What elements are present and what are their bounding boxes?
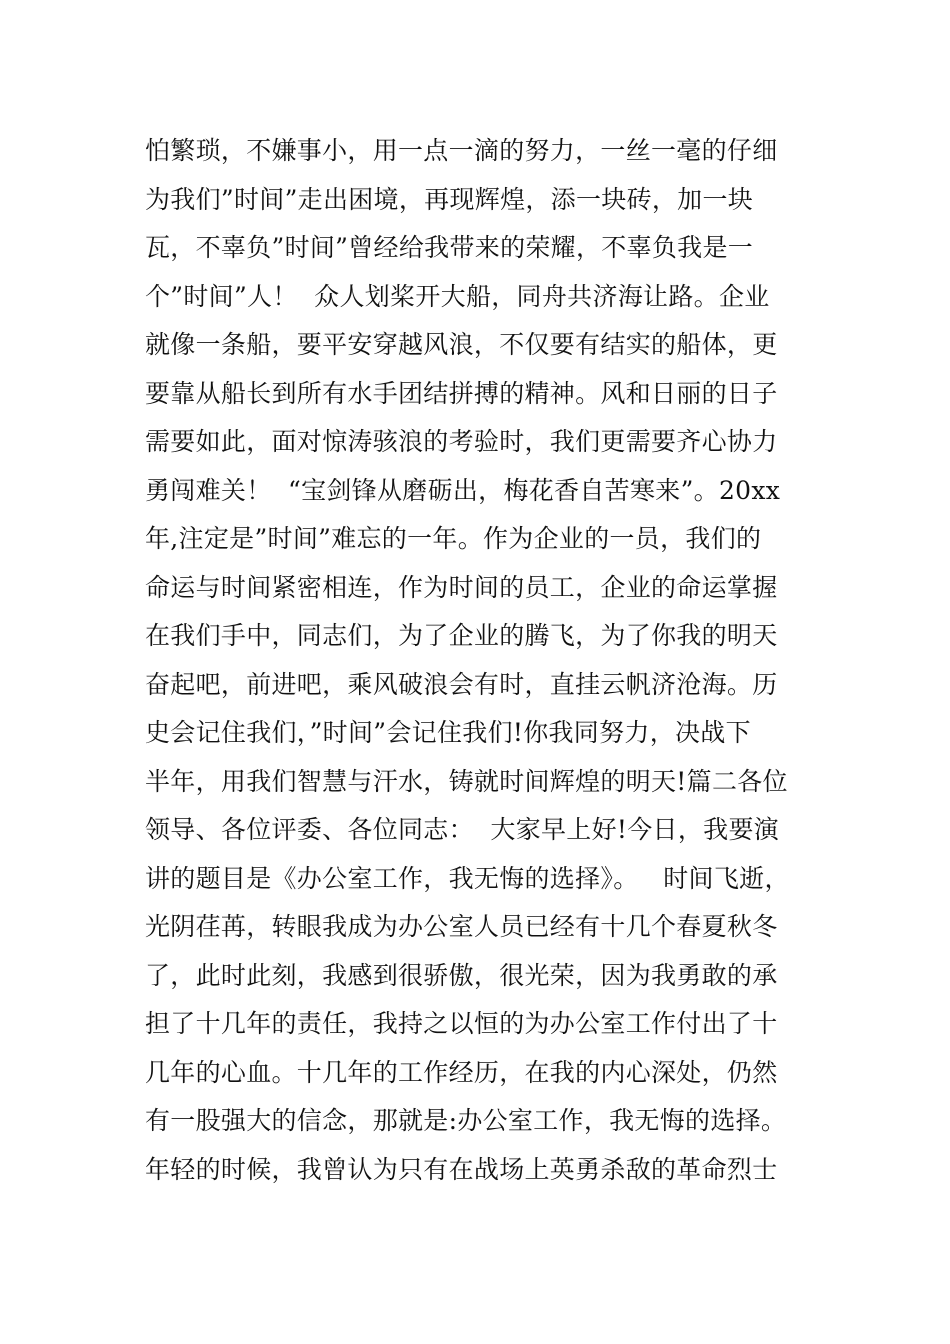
text-line: 就像一条船，要平安穿越风浪，不仅要有结实的船体，更 <box>145 330 778 359</box>
text-line: 奋起吧，前进吧，乘风破浪会有时，直挂云帆济沧海。历 <box>145 669 778 699</box>
text-line: 需要如此，面对惊涛骇浪的考验时，我们更需要齐心协力 <box>145 427 778 456</box>
text-line: 个”时间”人！ 众人划桨开大船，同舟共济海让路。企业 <box>145 281 770 311</box>
text-line: 有一股强大的信念，那就是:办公室工作，我无悔的选择。 <box>145 1106 787 1135</box>
text-line: 为我们”时间”走出困境，再现辉煌，添一块砖，加一块 <box>145 184 754 214</box>
text-line: 在我们手中，同志们，为了企业的腾飞，为了你我的明天 <box>145 621 778 650</box>
text-line: 年,注定是”时间”难忘的一年。作为企业的一员，我们的 <box>145 524 762 553</box>
text-line: 怕繁琐，不嫌事小，用一点一滴的努力，一丝一毫的仔细 <box>145 136 778 165</box>
text-line: 年轻的时候，我曾认为只有在战场上英勇杀敌的革命烈士 <box>145 1154 778 1184</box>
text-line: 史会记住我们，”时间”会记住我们!你我同努力，决战下 <box>145 718 751 747</box>
text-line: 讲的题目是《办公室工作，我无悔的选择》。 时间飞逝， <box>145 863 790 893</box>
text-line: 光阴荏苒，转眼我成为办公室人员已经有十几个春夏秋冬 <box>145 912 778 941</box>
text-line: 半年，用我们智慧与汗水，铸就时间辉煌的明天!篇二各位 <box>145 766 788 796</box>
text-line: 勇闯难关！ “宝剑锋从磨砺出，梅花香自苦寒来”。20xx <box>145 475 781 505</box>
text-line: 了，此时此刻，我感到很骄傲，很光荣，因为我勇敢的承 <box>145 960 778 990</box>
text-line: 领导、各位评委、各位同志： 大家早上好!今日，我要演 <box>145 815 780 844</box>
body-text <box>145 127 825 1194</box>
text-line: 命运与时间紧密相连，作为时间的员工，企业的命运掌握 <box>145 572 778 602</box>
text-line: 担了十几年的责任，我持之以恒的为办公室工作付出了十 <box>145 1009 778 1038</box>
text-line: 几年的心血。十几年的工作经历，在我的内心深处，仍然 <box>145 1057 778 1087</box>
text-line: 要靠从船长到所有水手团结拼搏的精神。风和日丽的日子 <box>145 378 778 408</box>
text-line: 瓦，不辜负”时间”曾经给我带来的荣耀，不辜负我是一 <box>145 233 754 262</box>
